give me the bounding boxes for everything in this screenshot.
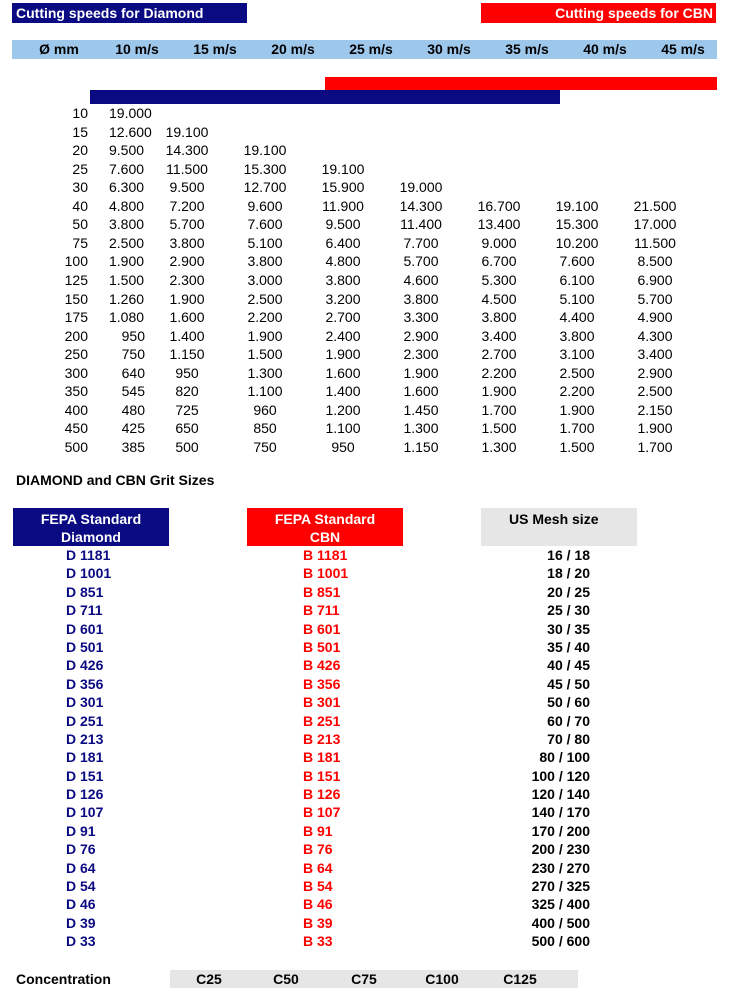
concentration-value: C25	[196, 971, 222, 987]
speed-cell: 2.900	[403, 327, 439, 344]
concentration-value: C100	[425, 971, 459, 987]
fepa-diamond-grit: D 91	[66, 822, 96, 839]
speed-cell: 5.300	[481, 271, 517, 288]
fepa-diamond-grit: D 501	[66, 638, 104, 655]
fepa-cbn-grit: B 356	[303, 675, 341, 692]
speed-cell: 3.800	[559, 327, 595, 344]
us-mesh-size: 20 / 25	[547, 583, 590, 600]
diameter-cell: 175	[64, 309, 88, 326]
speed-cell: 19.100	[321, 160, 365, 177]
speed-header-cell: 30 m/s	[427, 41, 471, 57]
speed-cell: 3.800	[481, 309, 517, 326]
speed-cell: 19.100	[555, 197, 599, 214]
speed-cell: 9.600	[247, 197, 283, 214]
fepa-cbn-grit: B 426	[303, 657, 341, 674]
speed-cell: 2.500	[109, 234, 145, 251]
us-mesh-size: 30 / 35	[547, 620, 590, 637]
diameter-cell: 150	[64, 290, 88, 307]
speed-cell: 3.000	[247, 271, 283, 288]
diameter-cell: 50	[72, 216, 88, 233]
fepa-diamond-grit: D 76	[66, 841, 96, 858]
speed-cell: 7.600	[247, 216, 283, 233]
speed-cell: 1.700	[481, 401, 517, 418]
diameter-cell: 125	[64, 271, 88, 288]
us-mesh-size: 50 / 60	[547, 694, 590, 711]
speed-cell: 11.500	[634, 234, 676, 251]
speed-cell: 3.800	[169, 234, 205, 251]
speed-cell: 15.300	[243, 160, 287, 177]
speed-header-cell: 20 m/s	[271, 41, 315, 57]
fepa-diamond-grit: D 213	[66, 730, 104, 747]
speed-cell: 5.700	[637, 290, 673, 307]
fepa-diamond-grit: D 251	[66, 712, 104, 729]
speed-cell: 2.300	[403, 346, 439, 363]
concentration-value: C75	[351, 971, 377, 987]
speed-header-cell: 45 m/s	[661, 41, 705, 57]
speed-cell: 1.200	[325, 401, 361, 418]
diameter-cell: 400	[64, 401, 88, 418]
speed-header-cell: 10 m/s	[115, 41, 159, 57]
fepa-diamond-grit: D 151	[66, 767, 104, 784]
concentration-label: Concentration	[16, 971, 111, 987]
speed-cell: 2.500	[559, 364, 595, 381]
speed-cell: 1.300	[481, 438, 517, 455]
us-mesh-size: 230 / 270	[531, 859, 590, 876]
speed-cell: 2.500	[247, 290, 283, 307]
speed-cell: 7.600	[109, 160, 145, 177]
fepa-diamond-grit: D 601	[66, 620, 104, 637]
speed-cell: 3.400	[481, 327, 517, 344]
speed-cell: 1.400	[169, 327, 205, 344]
speed-cell: 4.800	[325, 253, 361, 270]
us-mesh-size: 270 / 325	[531, 878, 590, 895]
fepa-diamond-grit: D 54	[66, 878, 96, 895]
diameter-cell: 350	[64, 383, 88, 400]
speed-header-cell: 15 m/s	[193, 41, 237, 57]
speed-cell: 1.900	[169, 290, 205, 307]
us-mesh-size: 140 / 170	[531, 804, 590, 821]
diameter-cell: 40	[72, 197, 88, 214]
fepa-cbn-grit: B 251	[303, 712, 341, 729]
speed-cell: 11.900	[322, 197, 364, 214]
speed-cell: 11.500	[166, 160, 208, 177]
grit-sizes-title: DIAMOND and CBN Grit Sizes	[16, 472, 215, 488]
fepa-diamond-grit: D 711	[66, 602, 103, 619]
speed-cell: 500	[175, 438, 199, 455]
speed-cell: 1.450	[403, 401, 439, 418]
fepa-cbn-grit: B 601	[303, 620, 341, 637]
fepa-cbn-grit: B 107	[303, 804, 341, 821]
us-mesh-size: 40 / 45	[547, 657, 590, 674]
speed-cell: 7.200	[169, 197, 205, 214]
speed-cell: 640	[121, 364, 145, 381]
speed-cell: 6.300	[109, 179, 145, 196]
speed-cell: 3.800	[403, 290, 439, 307]
speed-cell: 1.150	[169, 346, 205, 363]
fepa-cbn-grit: B 501	[303, 638, 341, 655]
speed-cell: 2.700	[481, 346, 517, 363]
speed-cell: 725	[175, 401, 199, 418]
speed-cell: 1.100	[247, 383, 283, 400]
speed-cell: 4.400	[559, 309, 595, 326]
speed-cell: 15.300	[555, 216, 599, 233]
diameter-cell: 450	[64, 420, 88, 437]
speed-cell: 4.600	[403, 271, 439, 288]
speed-cell: 3.800	[109, 216, 145, 233]
speed-cell: 4.500	[481, 290, 517, 307]
speed-cell: 650	[175, 420, 199, 437]
concentration-value: C50	[273, 971, 299, 987]
fepa-cbn-grit: B 33	[303, 933, 333, 950]
speed-cell: 1.900	[637, 420, 673, 437]
fepa-diamond-grit: D 46	[66, 896, 96, 913]
speed-cell: 5.100	[247, 234, 283, 251]
speed-cell: 2.200	[559, 383, 595, 400]
diameter-cell: 100	[64, 253, 88, 270]
diameter-cell: 300	[64, 364, 88, 381]
diameter-cell: 250	[64, 346, 88, 363]
speed-cell: 7.700	[403, 234, 439, 251]
fepa-cbn-grit: B 1181	[303, 547, 348, 563]
speed-cell: 19.100	[165, 123, 209, 140]
speed-cell: 19.000	[399, 179, 443, 196]
speed-header-cell: Ø mm	[39, 41, 79, 57]
fepa-cbn-grit: B 64	[303, 859, 333, 876]
speed-cell: 2.300	[169, 271, 205, 288]
speed-cell: 950	[331, 438, 355, 455]
speed-cell: 850	[253, 420, 277, 437]
speed-cell: 1.900	[559, 401, 595, 418]
speed-cell: 11.400	[400, 216, 442, 233]
us-mesh-size: 60 / 70	[547, 712, 590, 729]
speed-cell: 15.900	[321, 179, 365, 196]
fepa-cbn-grit: B 39	[303, 914, 333, 931]
us-mesh-size: 45 / 50	[547, 675, 590, 692]
speed-cell: 19.100	[243, 142, 287, 159]
speed-cell: 425	[121, 420, 145, 437]
fepa-diamond-grit: D 426	[66, 657, 104, 674]
fepa-diamond-header-line2: Diamond	[61, 529, 121, 545]
fepa-cbn-grit: B 54	[303, 878, 333, 895]
speed-cell: 3.200	[325, 290, 361, 307]
speed-cell: 2.900	[637, 364, 673, 381]
diamond-range-bar	[90, 90, 560, 104]
speed-cell: 2.900	[169, 253, 205, 270]
speed-cell: 21.500	[633, 197, 677, 214]
speed-cell: 1.600	[169, 309, 205, 326]
fepa-diamond-grit: D 1181	[66, 547, 111, 563]
us-mesh-size: 325 / 400	[531, 896, 590, 913]
fepa-cbn-grit: B 1001	[303, 565, 349, 582]
diameter-cell: 20	[72, 142, 88, 159]
fepa-cbn-grit: B 46	[303, 896, 333, 913]
speed-cell: 2.200	[481, 364, 517, 381]
fepa-cbn-header-line2: CBN	[309, 529, 341, 545]
speed-cell: 1.260	[109, 290, 145, 307]
speed-cell: 1.100	[325, 420, 361, 437]
speed-cell: 480	[121, 401, 145, 418]
diameter-cell: 15	[72, 123, 88, 140]
fepa-diamond-grit: D 33	[66, 933, 96, 950]
speed-cell: 1.600	[325, 364, 361, 381]
speed-cell: 1.500	[247, 346, 283, 363]
fepa-diamond-grit: D 126	[66, 786, 104, 803]
speed-cell: 2.150	[637, 401, 673, 418]
speed-cell: 1.400	[325, 383, 361, 400]
speed-cell: 5.700	[403, 253, 439, 270]
speed-cell: 820	[175, 383, 199, 400]
us-mesh-header: US Mesh size	[481, 508, 637, 546]
speed-cell: 14.300	[399, 197, 443, 214]
speed-cell: 3.300	[403, 309, 439, 326]
speed-cell: 1.900	[481, 383, 517, 400]
cbn-range-bar	[325, 77, 717, 90]
concentration-value: C125	[503, 971, 537, 987]
speed-cell: 1.700	[559, 420, 595, 437]
us-mesh-size: 16 / 18	[547, 547, 590, 563]
diameter-cell: 200	[64, 327, 88, 344]
diameter-cell: 25	[72, 160, 88, 177]
fepa-diamond-grit: D 851	[66, 583, 104, 600]
speed-cell: 960	[253, 401, 277, 418]
speed-cell: 1.900	[109, 253, 145, 270]
fepa-cbn-header	[247, 508, 403, 546]
speed-cell: 950	[175, 364, 199, 381]
speed-cell: 1.500	[559, 438, 595, 455]
speed-cell: 3.800	[247, 253, 283, 270]
speed-cell: 10.200	[555, 234, 599, 251]
speed-cell: 6.400	[325, 234, 361, 251]
cbn-speeds-title: Cutting speeds for CBN	[481, 3, 716, 23]
speed-cell: 3.400	[637, 346, 673, 363]
speed-cell: 7.600	[559, 253, 595, 270]
speed-cell: 750	[253, 438, 277, 455]
speed-cell: 16.700	[477, 197, 521, 214]
fepa-diamond-grit: D 39	[66, 914, 96, 931]
speed-cell: 1.900	[325, 346, 361, 363]
fepa-diamond-grit: D 64	[66, 859, 96, 876]
speed-cell: 3.800	[325, 271, 361, 288]
diameter-cell: 75	[72, 234, 88, 251]
speed-cell: 9.500	[109, 142, 145, 159]
speed-cell: 1.900	[247, 327, 283, 344]
speed-cell: 6.900	[637, 271, 673, 288]
fepa-cbn-grit: B 213	[303, 730, 341, 747]
us-mesh-size: 200 / 230	[531, 841, 590, 858]
speed-cell: 4.900	[637, 309, 673, 326]
fepa-cbn-grit: B 301	[303, 694, 341, 711]
speed-cell: 12.600	[109, 123, 152, 140]
fepa-diamond-grit: D 301	[66, 694, 104, 711]
speed-cell: 1.300	[247, 364, 283, 381]
speed-cell: 1.150	[403, 438, 439, 455]
fepa-cbn-grit: B 126	[303, 786, 341, 803]
speed-cell: 750	[121, 346, 145, 363]
speed-cell: 1.600	[403, 383, 439, 400]
speed-cell: 12.700	[243, 179, 287, 196]
fepa-diamond-grit: D 107	[66, 804, 104, 821]
speed-cell: 2.500	[637, 383, 673, 400]
speed-cell: 950	[121, 327, 145, 344]
speed-cell: 17.000	[633, 216, 677, 233]
us-mesh-size: 400 / 500	[531, 914, 590, 931]
fepa-diamond-header	[13, 508, 169, 546]
diameter-cell: 500	[64, 438, 88, 455]
us-mesh-size: 100 / 120	[531, 767, 590, 784]
speed-cell: 9.500	[325, 216, 361, 233]
speed-cell: 2.400	[325, 327, 361, 344]
speed-header-cell: 35 m/s	[505, 41, 549, 57]
diameter-cell: 10	[72, 105, 88, 121]
us-mesh-size: 70 / 80	[547, 730, 590, 747]
speed-cell: 2.200	[247, 309, 283, 326]
fepa-diamond-header-line1: FEPA Standard	[40, 511, 142, 527]
speed-cell: 1.900	[403, 364, 439, 381]
us-mesh-size: 80 / 100	[539, 749, 590, 766]
speed-cell: 6.700	[481, 253, 517, 270]
fepa-diamond-grit: D 1001	[66, 565, 112, 582]
fepa-cbn-grit: B 711	[303, 602, 340, 619]
speed-cell: 2.700	[325, 309, 361, 326]
speed-header-cell: 40 m/s	[583, 41, 627, 57]
fepa-cbn-grit: B 181	[303, 749, 341, 766]
fepa-diamond-grit: D 181	[66, 749, 104, 766]
speed-cell: 1.080	[109, 309, 145, 326]
speed-cell: 1.500	[481, 420, 517, 437]
diameter-cell: 30	[72, 179, 88, 196]
fepa-cbn-grit: B 76	[303, 841, 333, 858]
speed-cell: 3.100	[559, 346, 595, 363]
fepa-cbn-grit: B 91	[303, 822, 333, 839]
us-mesh-size: 120 / 140	[531, 786, 590, 803]
speed-cell: 5.100	[559, 290, 595, 307]
speed-header-cell: 25 m/s	[349, 41, 393, 57]
speed-cell: 1.700	[637, 438, 673, 455]
fepa-diamond-grit: D 356	[66, 675, 104, 692]
us-mesh-size: 35 / 40	[547, 638, 590, 655]
speed-cell: 545	[121, 383, 145, 400]
speed-cell: 13.400	[477, 216, 521, 233]
speed-cell: 385	[121, 438, 145, 455]
speed-cell: 1.300	[403, 420, 439, 437]
speed-cell: 4.800	[109, 197, 145, 214]
speed-cell: 9.500	[169, 179, 205, 196]
speed-cell: 4.300	[637, 327, 673, 344]
fepa-cbn-header-line1: FEPA Standard	[274, 511, 376, 527]
diamond-speeds-title: Cutting speeds for Diamond	[12, 3, 247, 23]
speed-cell: 1.500	[109, 271, 145, 288]
speed-cell: 5.700	[169, 216, 205, 233]
us-mesh-size: 25 / 30	[547, 602, 590, 619]
us-mesh-size: 170 / 200	[531, 822, 590, 839]
speed-cell: 19.000	[109, 105, 152, 121]
fepa-cbn-grit: B 151	[303, 767, 341, 784]
speed-cell: 14.300	[165, 142, 209, 159]
speed-cell: 9.000	[481, 234, 517, 251]
us-mesh-size: 500 / 600	[531, 933, 590, 950]
speed-cell: 8.500	[637, 253, 673, 270]
speed-cell: 6.100	[559, 271, 595, 288]
us-mesh-size: 18 / 20	[547, 565, 590, 582]
fepa-cbn-grit: B 851	[303, 583, 341, 600]
